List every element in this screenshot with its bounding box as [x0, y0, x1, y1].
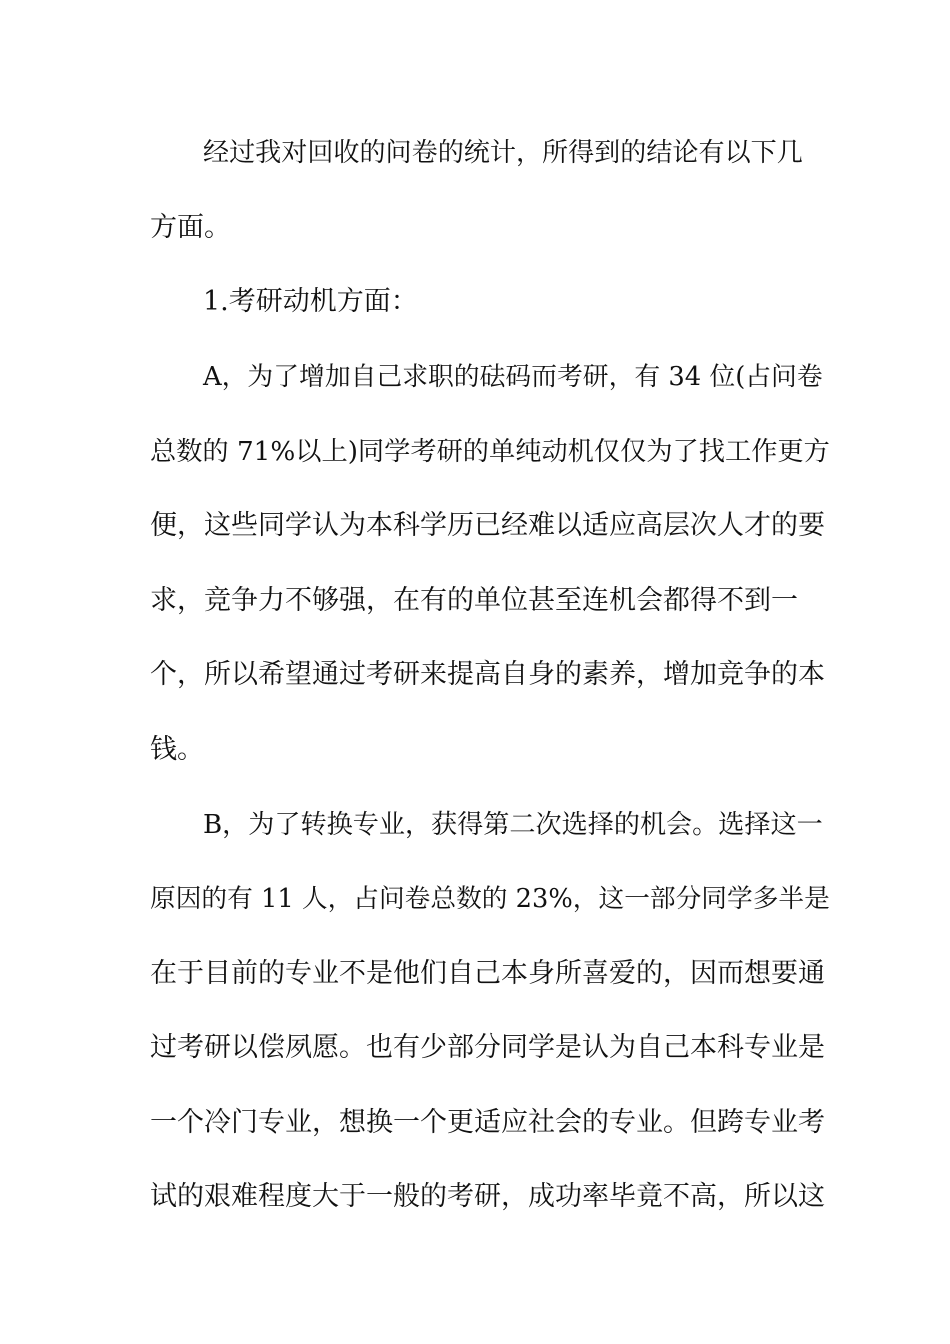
text-line: B，为了转换专业，获得第二次选择的机会。选择这一 [203, 810, 823, 840]
text-line: 便，这些同学认为本科学历已经难以适应高层次人才的要 [150, 510, 825, 541]
text-line: A，为了增加自己求职的砝码而考研，有 34 位(占问卷 [203, 362, 823, 392]
text-line: 经过我对回收的问卷的统计，所得到的结论有以下几 [203, 138, 803, 168]
text-line: 个，所以希望通过考研来提高自身的素养，增加竞争的本 [150, 659, 825, 690]
text-line: 方面。 [150, 212, 231, 243]
text-line: 过考研以偿夙愿。也有少部分同学是认为自己本科专业是 [150, 1032, 825, 1063]
text-line: 1.考研动机方面： [203, 286, 418, 317]
text-line: 在于目前的专业不是他们自己本身所喜爱的，因而想要通 [150, 958, 825, 989]
text-line: 原因的有 11 人，占问卷总数的 23%，这一部分同学多半是 [150, 884, 830, 914]
text-line: 总数的 71%以上)同学考研的单纯动机仅仅为了找工作更方 [150, 437, 830, 467]
text-line: 一个冷门专业，想换一个更适应社会的专业。但跨专业考 [150, 1107, 825, 1138]
text-line: 求，竞争力不够强，在有的单位甚至连机会都得不到一 [150, 585, 798, 616]
text-line: 试的艰难程度大于一般的考研，成功率毕竟不高，所以这 [150, 1181, 825, 1212]
text-line: 钱。 [150, 734, 204, 765]
